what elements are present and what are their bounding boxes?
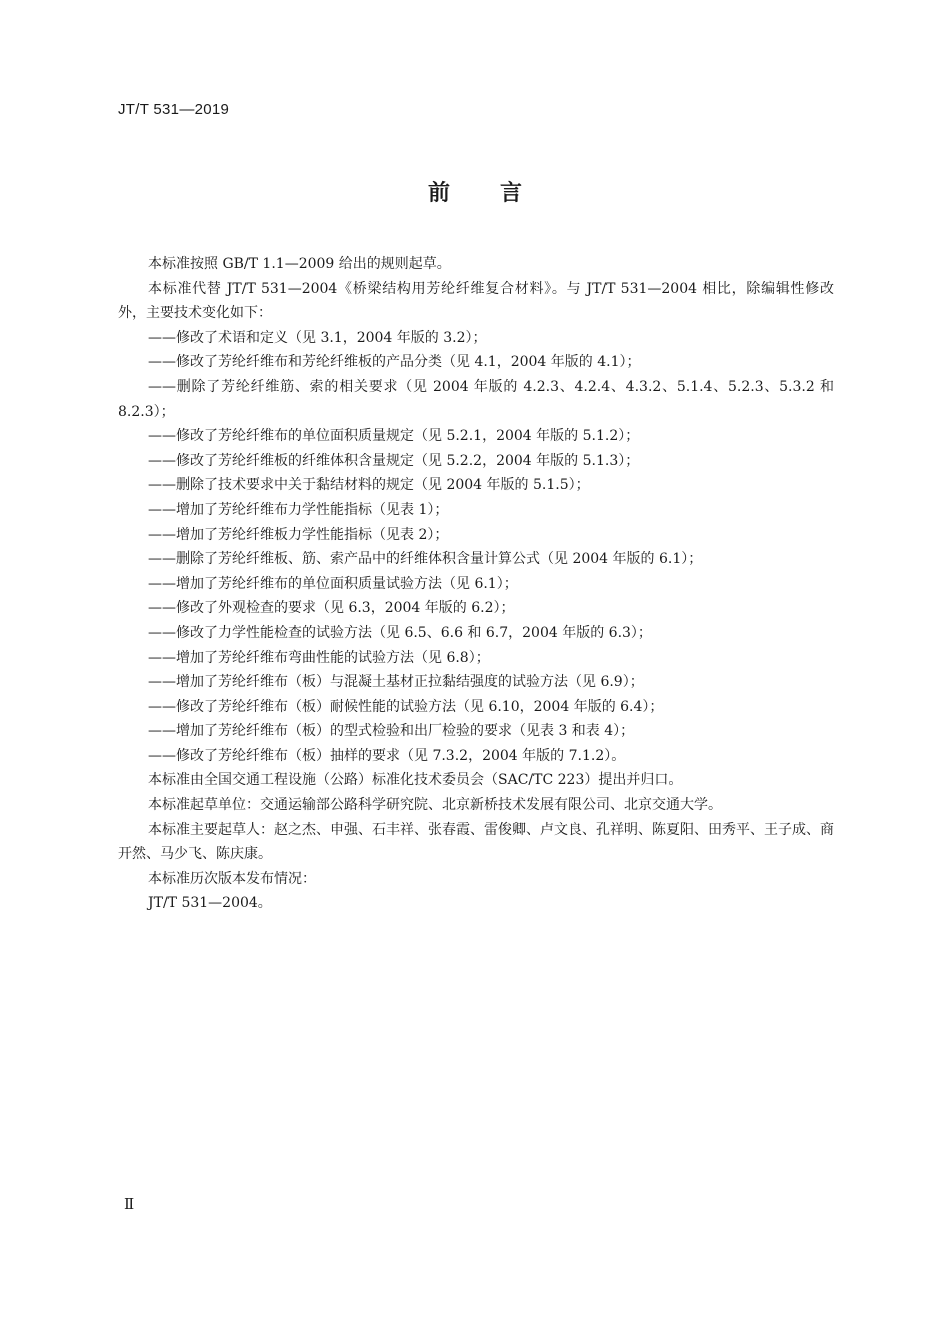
section-title: [0, 176, 950, 207]
change-list-item: ——增加了芳纶纤维板力学性能指标（见表 2）；: [148, 526, 449, 543]
paragraph: 本标准主要起草人：赵之杰、申强、石丰祥、张春霞、雷俊卿、卢文良、孔祥明、陈夏阳、田秀平、王子成、商开然、马少飞、陈庆康。: [118, 821, 834, 863]
change-list-item: ——增加了芳纶纤维布的单位面积质量试验方法（见 6.1）；: [148, 575, 518, 592]
change-list-item: ——增加了芳纶纤维布力学性能指标（见表 1）；: [148, 501, 449, 518]
change-list-item: ——修改了芳纶纤维布和芳纶纤维板的产品分类（见 4.1，2004 年版的 4.1）；: [148, 354, 641, 371]
page-number: Ⅱ: [124, 1195, 135, 1213]
paragraph: 本标准按照 GB/T 1.1—2009 给出的规则起草。: [148, 256, 451, 272]
change-list-item: ——增加了芳纶纤维布弯曲性能的试验方法（见 6.8）；: [148, 649, 490, 666]
paragraph: JT/T 531—2004。: [148, 895, 272, 912]
change-list-item: ——修改了外观检查的要求（见 6.3，2004 年版的 6.2）；: [148, 600, 515, 617]
change-list-item: ——修改了术语和定义（见 3.1，2004 年版的 3.2）；: [148, 329, 487, 346]
change-list-item: ——修改了力学性能检查的试验方法（见 6.5、6.6 和 6.7，2004 年版的 6.3）；: [148, 624, 652, 641]
paragraph: 本标准代替 JT/T 531—2004《桥梁结构用芳纶纤维复合材料》。与 JT/T 531—2004 相比，除编辑性修改外，主要技术变化如下：: [118, 280, 834, 322]
change-list-item: ——删除了芳纶纤维板、筋、索产品中的纤维体积含量计算公式（见 2004 年版的 6.1）；: [148, 551, 703, 568]
paragraph: 本标准由全国交通工程设施（公路）标准化技术委员会（SAC/TC 223）提出并归口。: [148, 772, 683, 789]
foreword-body: [118, 252, 834, 916]
section-title-part-2: 言: [500, 181, 523, 206]
change-list-item: ——修改了芳纶纤维布的单位面积质量规定（见 5.2.1，2004 年版的 5.1.2）；: [148, 428, 640, 445]
change-list-item: ——修改了芳纶纤维布（板）耐候性能的试验方法（见 6.10，2004 年版的 6.4）；: [148, 698, 664, 715]
paragraph: 本标准历次版本发布情况：: [148, 870, 316, 887]
change-list-item: ——修改了芳纶纤维布（板）抽样的要求（见 7.3.2，2004 年版的 7.1.2）。: [148, 747, 626, 764]
change-list-item: ——增加了芳纶纤维布（板）的型式检验和出厂检验的要求（见表 3 和表 4）；: [148, 723, 635, 740]
paragraph: 本标准起草单位：交通运输部公路科学研究院、北京新桥技术发展有限公司、北京交通大学。: [148, 797, 722, 814]
change-list-item: ——修改了芳纶纤维板的纤维体积含量规定（见 5.2.2，2004 年版的 5.1.3）；: [148, 452, 640, 469]
document-code-header: JT/T 531—2019: [118, 101, 230, 118]
change-list-item: ——增加了芳纶纤维布（板）与混凝土基材正拉黏结强度的试验方法（见 6.9）；: [148, 674, 644, 691]
section-title-part-1: 前: [427, 181, 450, 206]
change-list-item: ——删除了技术要求中关于黏结材料的规定（见 2004 年版的 5.1.5）；: [148, 477, 590, 494]
change-list-item: ——删除了芳纶纤维筋、索的相关要求（见 2004 年版的 4.2.3、4.2.4、4.3.2、5.1.4、5.2.3、5.3.2 和 8.2.3）；: [118, 378, 834, 420]
